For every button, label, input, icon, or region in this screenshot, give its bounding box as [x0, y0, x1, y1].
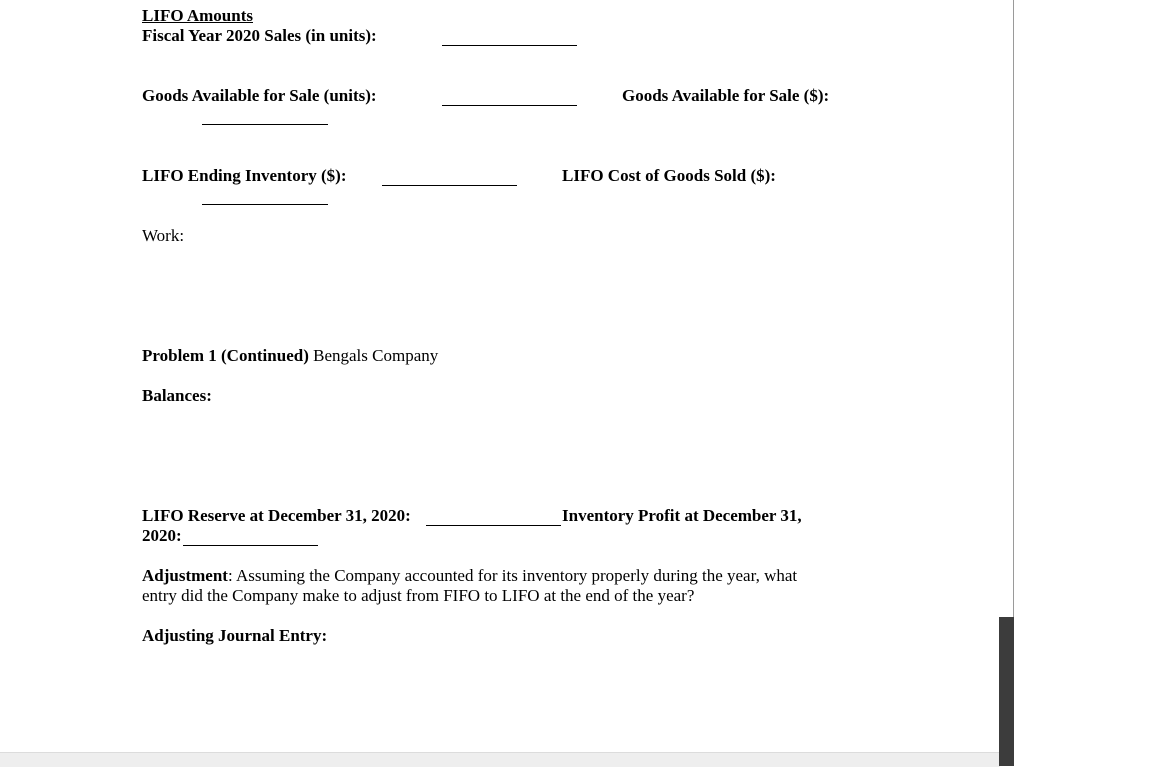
- lifo-cogs-label: LIFO Cost of Goods Sold ($):: [562, 166, 776, 185]
- goods-available-units-label: Goods Available for Sale (units):: [142, 86, 377, 105]
- horizontal-scrollbar[interactable]: [0, 752, 1000, 767]
- sales-units-blank[interactable]: [442, 45, 577, 46]
- lifo-amounts-heading: LIFO Amounts: [142, 6, 253, 25]
- problem-number: Problem 1 (Continued): [142, 346, 309, 365]
- inventory-profit-label: Inventory Profit at December 31,: [562, 506, 802, 525]
- lifo-cogs-blank[interactable]: [202, 204, 328, 205]
- balances-label: Balances:: [142, 386, 212, 405]
- adjustment-label: Adjustment: [142, 566, 228, 585]
- goods-available-dollars-blank[interactable]: [202, 124, 328, 125]
- adjusting-journal-entry-label: Adjusting Journal Entry:: [142, 626, 328, 645]
- company-name: Bengals Company: [308, 346, 439, 365]
- goods-available-dollars-label: Goods Available for Sale ($):: [622, 86, 830, 105]
- lifo-reserve-label: LIFO Reserve at December 31, 2020:: [142, 506, 411, 525]
- inventory-profit-year: 2020:: [142, 526, 182, 545]
- goods-available-units-blank[interactable]: [442, 105, 577, 106]
- adjustment-paragraph-line-1: [142, 566, 797, 586]
- sales-units-label: Fiscal Year 2020 Sales (in units):: [142, 26, 377, 45]
- lifo-ending-inventory-blank[interactable]: [382, 185, 517, 186]
- problem-heading: [142, 346, 438, 366]
- lifo-ending-inventory-label: LIFO Ending Inventory ($):: [142, 166, 347, 185]
- vertical-scrollbar-thumb[interactable]: [999, 617, 1014, 766]
- adjustment-paragraph-line-2: entry did the Company make to adjust from FIFO to LIFO at the end of the year?: [142, 586, 695, 605]
- side-pane: [1014, 0, 1152, 766]
- adjustment-text: : Assuming the Company accounted for its inventory properly during the year, what: [227, 566, 798, 585]
- work-label: Work:: [142, 226, 185, 245]
- lifo-reserve-blank[interactable]: [426, 525, 561, 526]
- inventory-profit-blank[interactable]: [183, 545, 318, 546]
